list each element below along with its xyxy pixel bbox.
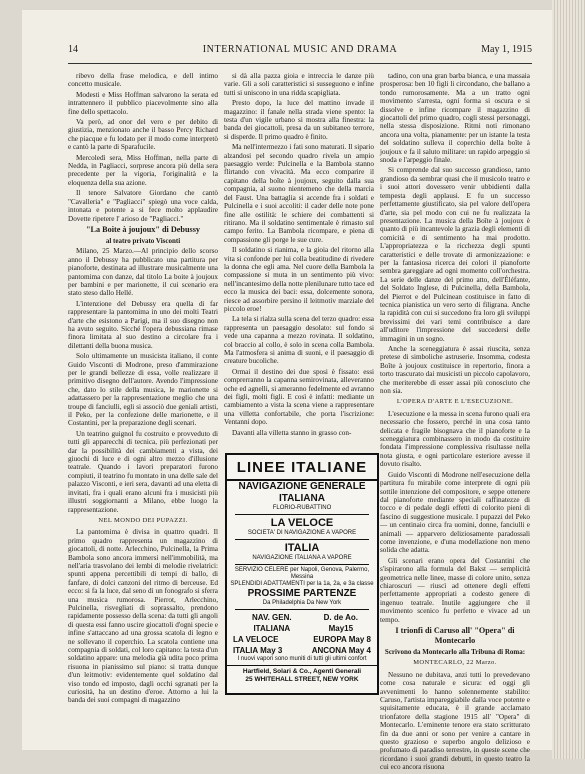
paragraph: si dà alla pazza gioia e intreccia le danze più varie. Gli a soli caratteristici si susseguono e infine tutti si uniscono in una ridda scapigliata.	[224, 72, 374, 97]
departure-row	[227, 612, 377, 634]
paragraph: Mercoledì sera, Miss Hoffman, nella parte di Nedda, in Pagliacci, sorprese ancora più della sera precedente per la vigoria, l'originalità e la eloquenza della sua azione.	[68, 153, 218, 187]
ad-service: SERVIZIO CELERE per Napoli, Genova, Palermo, Messina	[234, 567, 370, 580]
section-heading: NEL MONDO DEI PUPAZZI.	[98, 516, 188, 524]
paragraph: La tela si rialza sulla scena del terzo quadro: essa rappresenta un paesaggio desolato: sul fondo si vede una capanna a mezzo rovinata. Il soldatino, col braccio al collo, è solo in scena colla Bambola. Ma l'atmosfera si anima di suoni, e il paesaggio di creature bucoliche.	[224, 315, 374, 366]
paragraph: Milano, 25 Marzo.—Al principio dello scorso anno il Debussy ha pubblicato una partitura per pianoforte, destinata ad illustrare musicalmente una pantomima con danze, dal titolo La boite à joujoux per bambini e per marionette, il cui scenario era stato steso dallo Hellé.	[68, 247, 218, 298]
paragraph: Si comprende dal suo successo grandioso, tanto grandioso da sembrar quasi che il musicolo teatro e i suoi attori dovessero venir ubbidienti dalla tempesta degli applausi. E fu un successo perfettamente giustificato, sia pel valore dell'opera d'arte, sia pel modo con cui ne fu realizzata la presentazione. La musica della Boîte à joujoux è quanto di più incantevole la grazia degli elementi di comicità e di sentimento ha mai prodotto. L'appropriatezza e la ricchezza degli spunti caratteristici e delle trovate di armonizzazione: e per la fantasiosa ricerca dei colori il pianoforte sembra gareggiare ad ogni momento coll'orchestra. La serie delle danze del primo atto, dell'Éléfante, del Soldato Inglese, di Pulcinella, della Bambola, del Pierrot e del Pulcinean costituisce in fatto di tecnica pianistica un vero serto di filigrana. Anche la rapidità con cui si succedono fra loro gli sviluppi brevissimi dei vari temi contribuisce a dare all'uditore l'impressione del succedersi delle immagini in un sogno.	[380, 166, 530, 343]
departure-date: D. de Ao. May15	[323, 613, 358, 633]
page-number: 14	[68, 44, 78, 55]
ad-company-sub: NAVIGAZIONE ITALIANA A VAPORE	[252, 555, 352, 561]
paragraph: Va però, ad onor del vero e per debito di giustizia, menzionato anche il basso Percy Richard che piacque e fu lodato per il modo come interpretò e cantò la parte di Sparafucile.	[68, 118, 218, 152]
departure-row	[227, 645, 377, 656]
paragraph: Gli scenari erano opera del Costantini che s'ispirarono alla formula del Bakst — semplicità geometrica nelle linee, masse di colore unito, senza chiaroscuri — riuscì ad ottenere degli effetti perfettamente appropriati a codesto genere di ingenuo teatrale. Inutile aggiungere che il movimento scenico fu perfetto e vivace ad un tempo.	[380, 556, 530, 624]
column-1	[68, 72, 218, 707]
divider	[235, 514, 369, 515]
ad-departures-heading: PROSSIME PARTENZE	[247, 588, 357, 599]
article-subheadline: al teatro privato Visconti	[105, 236, 181, 245]
book-edge	[552, 0, 585, 759]
paragraph: Guido Visconti di Modrone nell'esecuzione della partitura fu mirabile come interprete di ogni più sottile intenzione del compositore, e seppe ottenere dal pianoforte mediante speciali raffinatezze di tocco e di pedale degli effetti di colorito pieni di fascino di suggestione musicale. I pupazzi del Peko — un centinaio circa fra uomini, donne, fanciulli e animali — apparvero deliziosamente paradossali come invenzione, e d'una modellazione non meno solida che adatta.	[380, 470, 530, 555]
paragraph: Solo ultimamente un musicista italiano, il conte Guido Visconti di Modrone, preso d'ammirazione per le grandi bellezze di essa, volle realizzare il primitivo disegno dell'autore. Avendo l'impressione che, dato lo stile della musica, le marionette si adattassero per la rappresentazione meglio che una troupe di fanciulli, egli si associò due geniali artisti, il Peko, per la confezione delle marionette, e il Costantini, per la preparazione degli scenari.	[68, 352, 218, 428]
dateline: MONTECARLO, 22 Marzo.	[413, 659, 497, 667]
page-header	[68, 44, 532, 60]
column-2	[224, 72, 374, 439]
ad-company: ITALIA	[284, 542, 320, 554]
column-3	[380, 72, 530, 774]
ad-company: NAVIGAZIONE GENERALE ITALIANA	[238, 481, 366, 504]
ad-agent-name: Hartfield, Solari & Co., Agenti Generali	[242, 668, 362, 675]
paragraph: L'esecuzione e la messa in scena furono quali era necessario che fossero, perché in una cosa tanto delicata e fragile bisognava che il pianoforte e la sceneggiatura combinassero in modo da costituire fondata l'impressione complessiva risultasse nella nota giusta, e ogni particolare esteriore avesse il dovuto risalto.	[380, 409, 530, 469]
departure-row	[227, 634, 377, 645]
departure-line: ITALIA May 3	[233, 646, 283, 655]
departure-date: ANCONA May 4	[311, 646, 371, 655]
paragraph: Ma nell'intermezzo i fati sono maturati. Il sipario alzandosi pel secondo quadro rivela un ampio paesaggio verde: Pulcinella e la Bambola stanno flirtando con vivacità. Ma ecco comparire il capitano della boîte à joujoux, seguito dalla sua compagnia, al suono nientemeno che della marcia del Faust. Una battaglia si accende fra i soldati e Pulcinella e i suoi accoliti: il cader delle note pone fine alle ostilità: le schiere dei combattenti si ritirano. Ma il soldatino sentimentale è rimasto sul campo ferito. La Bambola ricompare, e piena di compassione gli porge le sue cure.	[224, 143, 374, 244]
issue-date: May 1, 1915	[481, 44, 532, 55]
ad-agent-address: 25 WHITEHALL STREET, NEW YORK	[245, 676, 359, 683]
ad-service: SPLENDIDI ADATTAMENTI per la 1a, 2a, e 3a classe	[230, 581, 374, 587]
departure-line: NAV. GEN. ITALIANA	[252, 613, 292, 633]
paragraph: Ormai il destino dei due sposi è fissato: essi comprerranno la capanna semirovinata, alleveranno oche ed agnelli, si ameranno fedelmente ed avranno dei figli, molti figli. E così è infatti: mediante un cambiamento a vista la scena viene a rappresentare una villetta confortabile, che porta l'iscrizione: Ventanni dopo.	[224, 367, 374, 427]
paragraph: tadino, con una gran barba bianca, e una massaia prosperosa: ben 10 figli li circondano, che ballano a tondo rumorosamente. Ma a un tratto ogni movimento s'arresta, ogni forma si oscura e si dissolve e infine ricompare il magazzino di giocattoli del primo quadro, cogli stessi personaggi, nella stessa disposizione. Ritmi noti rimonano ancora una volta, pianamente: per un istante la testa del soldatino sulleva il coperchio della boîte à joujoux e fa il saluto militare: un rapido arpeggio si snoda e l'arpeggio finale.	[380, 72, 530, 165]
paragraph: Davanti alla villetta stanno in grasso con-	[232, 428, 352, 437]
ad-company-sub: SOCIETA' DI NAVIGAZIONE A VAPORE	[247, 530, 357, 536]
paragraph: Presto dopo, la luce del mattino invade il magazzino: il fanale nella strada viene spento: la testa d'un vigile urbano si mostra alla finestra: la banda dei giocattoli, presa da un subitaneo terrore, si disperde. Il primo quadro è finito.	[224, 99, 374, 141]
ad-title: LINEE ITALIANE	[227, 455, 377, 481]
departure-date: EUROPA May 8	[313, 635, 371, 644]
paragraph: Un teatrino guignol fu costruito e provveduto di tutti gli apparecchi di tecnica, più perfezionati per dar la possibilità dei cambiamenti a vista, dei giuochi di luce e di ogni altro mezzo d'illusione teatrale. Quando i lavori preparatori furono compiuti, il teatrino fu montato in una delle sale del palazzo Visconti, e ieri sera, davanti ad una eletta di invitati, fra i quali erano alcuni fra i musicisti più illustri soggiornanti a Milano, ebbe luogo la rappresentazione.	[68, 429, 218, 514]
paragraph: La pantomima è divisa in quattro quadri. Il primo quadro rappresenta un magazzino di giocattoli, di notte. Arlecchino, Pulcinella, la Prima Bambola sono ancora immersi nell'immobilità, ma nell'aria trasvolano dei lembi di melodie rivelatrici: spunti appena percettibili di tempi di ballo, di fanfare, di dolci canzoni del ritmo di berceuse. Ed ecco: si fa la luce, dal seno di un fonografo si sferra una musica rumorosa. Pierrot, Arlecchino, Pulcinella, risvegliati di soprassalto, prendono rapidamente possesso della scena: da tutti gli angoli di questa essi fanno uscire giocattoli d'ogni specie e infine s'attaccano ad una grossa scatola di legno e ne sollevano il coperchio. La scatola contiene una compagnia di soldati, col loro capitano: la testa d'un soldatino appare: una melodia già udita poco prima risuona in pianissimo sul piano: si tratta dunque d'un leitmotiv: evidentemente quel soldatino dal viso tondo ed imposto, dagli occhi sgranati per la curiosità, ha un destino d'eroe. Attorno a lui la banda dei suoi compagni di magazzino	[68, 528, 218, 705]
section-heading: L'OPERA D'ARTE E L'ESECUZIONE.	[396, 398, 514, 406]
paragraph: Modesti e Miss Hoffman salvarono la serata ed intrattennero il pubblico piacevolmente sino alla fine dello spettacolo.	[68, 90, 218, 116]
publication-title: INTERNATIONAL MUSIC AND DRAMA	[202, 44, 398, 55]
divider	[235, 609, 369, 610]
paragraph: L'intenzione del Debussy era quella di far rappresentare la pantomima in uno dei molti Teatri d'arte che esistono a Parigi, ma il suo disegno non ha avuto seguito. Sicché l'opera debussiana rimase finora limitata al suo destino a circolare fra i dilettanti della buona musica.	[68, 299, 218, 350]
paragraph: ribevo della frase melodica, e dell intimo concetto musicale.	[68, 72, 218, 89]
ad-departures-ports: Da Philadelphia Da New York	[262, 600, 342, 606]
paragraph: Anche la sceneggiatura è assai riuscita, senza pretese di simboliche astruserie. Insomma, codesta Boîte à joujoux costituisce in repertorio, finora a torto trascurato dai musicisti un piccolo capolavoro, che meriterebbe di esser assai più conosciuto che non sia.	[380, 345, 530, 396]
divider	[235, 539, 369, 540]
ad-agent	[227, 665, 377, 684]
ad-company: LA VELOCE	[270, 517, 334, 529]
paragraph: Il tenore Salvatore Giordano che cantò "Cavalleria" e "Pagliacci" spiegò una voce calda, intonata e potente a si fece molto applaudire Dovette ripetere l' arioso de "Pagliacci."	[68, 189, 218, 223]
article-headline: I trionfi di Caruso all' "Opera" di Montecarlo	[395, 626, 515, 645]
ad-note: I nuovi vapori sono muniti di tutti gli ultimi confort	[237, 656, 367, 662]
paragraph: Il soldatino si rianima, e la gioia del ritorno alla vita si confonde per lui colla beatitudine di rivedere la donna che egli ama. Nel cuore della Bambola la compassione si muta in un sentimento più vivo: nell'incantesimo della notte plenilunare tutto tace ed ecco la musica dei baci: essa, dolcemente sonora, riesce ad assorbire persino il leitmotiv marziale del piccolo eroe!	[224, 246, 374, 313]
article-headline: "La Boite à joujoux" di Debussy	[86, 224, 200, 234]
ad-company-sub: FLORIO-RUBATTINO	[272, 505, 332, 511]
departure-line: LA VELOCE	[233, 635, 279, 644]
header-rule	[68, 63, 532, 64]
article-subheadline: Scrivono da Montecarlo alla Tribuna di Roma:	[384, 648, 526, 656]
divider	[235, 564, 369, 565]
paragraph: Nessuno ne dubitava, anzi tutti lo prevedevano come cosa naturale e sicura: ed oggi gli avvenimenti lo hanno solennemente stabilito: Caruso, l'artista impareggiabile dalla voce potente e squisitamente educata, è il grande acclamato trionfatore della stagione 1915 all' "Opera" di Montecarlo. L'eminente tenore era stato scritturato fin da due anni or sono per venire a cantare in questo grazioso e superbo angolo delizioso e profumato di paradiso terrestre, in queste scene che ricordano i suoi grandi debutti, in questo teatro la cui eco ancora risuona	[380, 670, 530, 772]
shipping-advertisement	[225, 453, 379, 695]
